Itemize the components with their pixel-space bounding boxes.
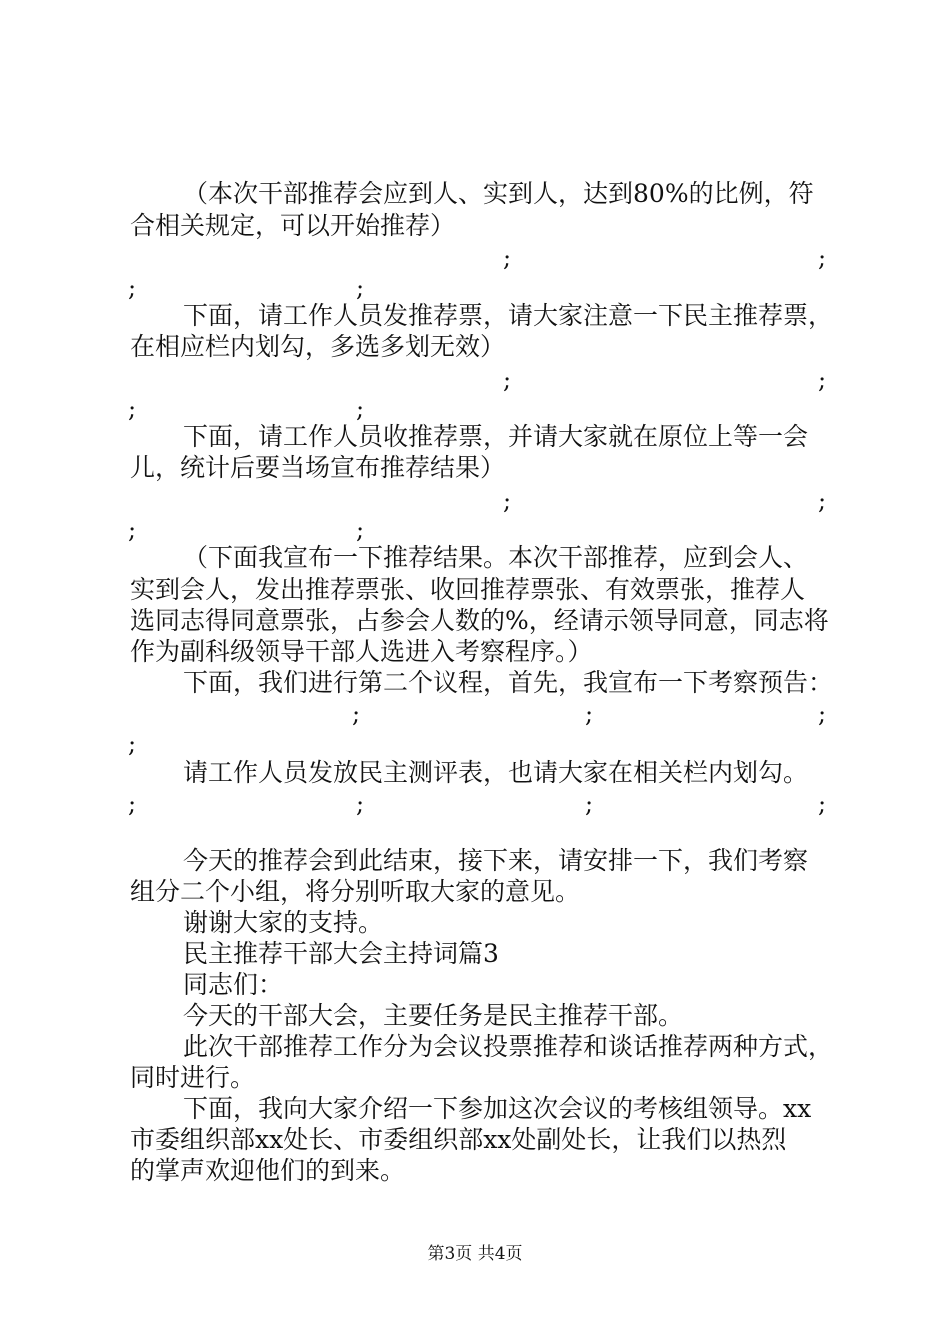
blank-separator: ; [356,516,365,544]
paragraph-line: 下面，请工作人员发推荐票，请大家注意一下民主推荐票， [183,301,834,330]
paragraph-line: （本次干部推荐会应到人、实到人，达到80%的比例，符 [183,179,814,208]
paragraph-line: 合相关规定，可以开始推荐） [130,211,456,240]
blank-separator: ; [128,730,137,758]
section-heading: 民主推荐干部大会主持词篇3 [183,939,499,968]
blank-separator: ; [585,700,594,728]
paragraph-line: 儿，统计后要当场宣布推荐结果） [130,453,506,482]
blank-separator: ; [128,395,137,423]
paragraph-line: 下面，我向大家介绍一下参加这次会议的考核组领导。xx [183,1094,812,1123]
page-footer: 第3页 共4页 [427,1244,523,1264]
paragraph-line: 同志们： [183,970,284,999]
blank-separator: ; [503,244,512,272]
paragraph-line: （下面我宣布一下推荐结果。本次干部推荐，应到会人、 [183,543,809,572]
paragraph-line: 在相应栏内划勾，多选多划无效） [130,332,506,361]
blank-separator: ; [585,790,594,818]
blank-separator: ; [356,790,365,818]
paragraph-line: 下面，请工作人员收推荐票，并请大家就在原位上等一会 [183,422,809,451]
paragraph-line: 下面，我们进行第二个议程，首先，我宣布一下考察预告： [183,668,834,697]
blank-separator: ; [818,244,827,272]
paragraph-line: 请工作人员发放民主测评表，也请大家在相关栏内划勾。 [183,758,809,787]
paragraph-line: 作为副科级领导干部人选进入考察程序。） [130,637,593,666]
blank-separator: ; [356,395,365,423]
blank-separator: ; [503,487,512,515]
paragraph-line: 选同志得同意票张，占参会人数的%，经请示领导同意，同志将 [130,606,829,635]
blank-separator: ; [128,274,137,302]
blank-separator: ; [356,274,365,302]
paragraph-line: 实到会人，发出推荐票张、收回推荐票张、有效票张，推荐人 [130,575,806,604]
paragraph-line: 今天的推荐会到此结束，接下来，请安排一下，我们考察 [183,846,809,875]
paragraph-line: 谢谢大家的支持。 [183,908,384,937]
blank-separator: ; [818,487,827,515]
blank-separator: ; [352,700,361,728]
paragraph-line: 此次干部推荐工作分为会议投票推荐和谈话推荐两种方式， [183,1032,834,1061]
blank-separator: ; [128,516,137,544]
blank-separator: ; [818,366,827,394]
paragraph-line: 市委组织部xx处长、市委组织部xx处副处长，让我们以热烈 [130,1125,787,1154]
blank-separator: ; [818,790,827,818]
blank-separator: ; [503,366,512,394]
blank-separator: ; [128,790,137,818]
paragraph-line: 组分二个小组，将分别听取大家的意见。 [130,877,581,906]
blank-separator: ; [818,700,827,728]
paragraph-line: 今天的干部大会，主要任务是民主推荐干部。 [183,1001,684,1030]
paragraph-line: 的掌声欢迎他们的到来。 [130,1156,406,1185]
paragraph-line: 同时进行。 [130,1063,256,1092]
